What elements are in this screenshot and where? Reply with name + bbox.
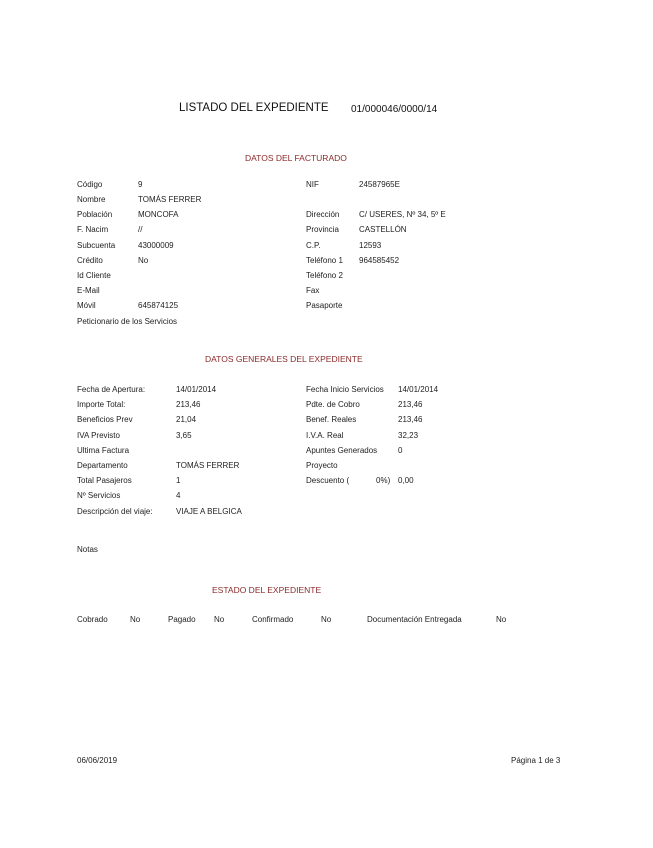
facturado-heading: DATOS DEL FACTURADO [245,153,347,163]
idcliente-label: Id Cliente [77,271,111,280]
report-title: LISTADO DEL EXPEDIENTE [179,102,329,114]
telefono1-value: 964585452 [359,256,400,265]
benef-prev-value: 21,04 [176,415,197,424]
fnacim-value: // [138,225,143,234]
footer-date: 06/06/2019 [77,756,118,765]
documentacion-value: No [496,615,507,624]
benef-reales-value: 213,46 [398,415,423,424]
provincia-value: CASTELLÓN [359,225,407,234]
importe-value: 213,46 [176,400,201,409]
importe-label: Importe Total: [77,400,126,409]
subcuenta-value: 43000009 [138,241,174,250]
movil-label: Móvil [77,301,96,310]
descripcion-label: Descripción del viaje: [77,507,153,516]
notas-label: Notas [77,545,98,554]
confirmado-value: No [321,615,332,624]
servicios-value: 4 [176,491,181,500]
iva-real-value: 32,23 [398,431,419,440]
cobrado-label: Cobrado [77,615,108,624]
codigo-label: Código [77,180,103,189]
descuento-percent: 0%) [376,476,391,485]
confirmado-label: Confirmado [252,615,294,624]
telefono1-label: Teléfono 1 [306,256,343,265]
pasaporte-label: Pasaporte [306,301,343,310]
cobrado-value: No [130,615,141,624]
proyecto-label: Proyecto [306,461,338,470]
iva-prev-label: IVA Previsto [77,431,120,440]
nif-value: 24587965E [359,180,400,189]
cp-value: 12593 [359,241,382,250]
fnacim-label: F. Nacim [77,225,109,234]
codigo-value: 9 [138,180,143,189]
descuento-value: 0,00 [398,476,414,485]
inicio-label: Fecha Inicio Servicios [306,385,384,394]
direccion-value: C/ USERES, Nº 34, 5º E [359,210,446,219]
benef-prev-label: Beneficios Prev [77,415,133,424]
ultima-factura-label: Ultima Factura [77,446,130,455]
departamento-value: TOMÁS FERRER [176,461,240,470]
credito-label: Crédito [77,256,103,265]
cp-label: C.P. [306,241,321,250]
benef-reales-label: Benef. Reales [306,415,357,424]
pdte-label: Pdte. de Cobro [306,400,360,409]
nombre-label: Nombre [77,195,106,204]
provincia-label: Provincia [306,225,339,234]
nombre-value: TOMÁS FERRER [138,195,202,204]
telefono2-label: Teléfono 2 [306,271,343,280]
pdte-value: 213,46 [398,400,423,409]
peticionario-label: Peticionario de los Servicios [77,317,178,326]
departamento-label: Departamento [77,461,128,470]
pagado-value: No [214,615,225,624]
pagado-label: Pagado [168,615,196,624]
direccion-label: Dirección [306,210,340,219]
movil-value: 645874125 [138,301,179,310]
subcuenta-label: Subcuenta [77,241,116,250]
estado-heading: ESTADO DEL EXPEDIENTE [212,585,322,595]
generales-heading: DATOS GENERALES DEL EXPEDIENTE [205,354,363,364]
pasajeros-label: Total Pasajeros [77,476,132,485]
apertura-label: Fecha de Apertura: [77,385,146,394]
inicio-value: 14/01/2014 [398,385,439,394]
documentacion-label: Documentación Entregada [367,615,462,624]
footer-page-number: Página 1 de 3 [511,756,561,765]
expediente-number: 01/000046/0000/14 [351,104,438,115]
fax-label: Fax [306,286,320,295]
pasajeros-value: 1 [176,476,181,485]
iva-prev-value: 3,65 [176,431,192,440]
descuento-label: Descuento ( [306,476,350,485]
apuntes-value: 0 [398,446,403,455]
credito-value: No [138,256,149,265]
apertura-value: 14/01/2014 [176,385,217,394]
poblacion-value: MONCOFA [138,210,179,219]
poblacion-label: Población [77,210,113,219]
descripcion-value: VIAJE A BELGICA [176,507,242,516]
iva-real-label: I.V.A. Real [306,431,344,440]
email-label: E-Mail [77,286,100,295]
servicios-label: Nº Servicios [77,491,121,500]
apuntes-label: Apuntes Generados [306,446,378,455]
nif-label: NIF [306,180,319,189]
